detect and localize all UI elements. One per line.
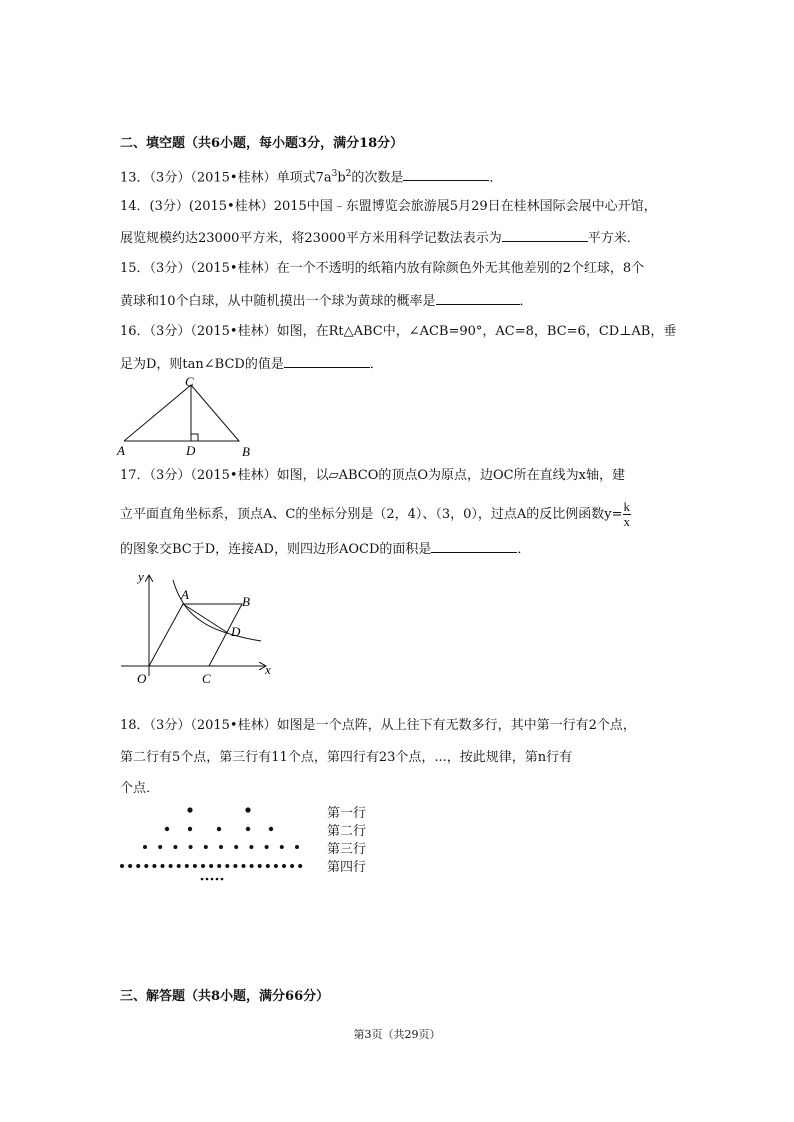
q16-line2-end: ． xyxy=(369,357,383,372)
lattice-dot-row-3 xyxy=(204,845,208,849)
label-c: C xyxy=(202,671,211,686)
lattice-dot-row-4 xyxy=(258,864,262,868)
fraction-k-over-x xyxy=(623,500,632,529)
triangle-abc xyxy=(124,385,239,441)
label-a: A xyxy=(181,587,189,602)
lattice-dot-row-4 xyxy=(266,864,270,868)
lattice-dot-row-2 xyxy=(246,827,250,831)
q16-line2-text: 足为D，则tan∠BCD的值是 xyxy=(120,357,284,372)
ellipsis-dot xyxy=(216,878,219,881)
lattice-dot-row-3 xyxy=(219,845,223,849)
lattice-dot-row-4 xyxy=(209,864,213,868)
label-o: O xyxy=(137,671,147,686)
q13-exp1: 3 xyxy=(331,169,338,179)
lattice-dot-row-4 xyxy=(144,864,148,868)
label-a: A xyxy=(117,443,125,458)
q17-line3-text: 的图象交BC于D，连接AD，则四边形AOCD的面积是 xyxy=(120,542,432,557)
lattice-dot-row-3 xyxy=(280,845,284,849)
lattice-dot-row-4 xyxy=(177,864,181,868)
q18-line2: 第二行有5个点，第三行有11个点，第四行有23个点，...，按此规律，第n行有 xyxy=(120,750,573,765)
lattice-dot-row-2 xyxy=(217,827,221,831)
lattice-dot-row-4 xyxy=(136,864,140,868)
label-d: D xyxy=(231,624,241,639)
lattice-dot-row-4 xyxy=(120,864,124,868)
lattice-dot-row-2 xyxy=(188,827,192,831)
lattice-dot-row-3 xyxy=(143,845,147,849)
q14-line1: 14．(3分）(2015•桂林）2015中国﹣东盟博览会旅游展5月29日在桂林国际会展中心开馆， xyxy=(120,199,657,214)
lattice-dot-row-4 xyxy=(274,864,278,868)
q17-line1: 17．（3分）（2015•桂林）如图，以▱ABCO的顶点O为原点，边OC所在直线为x轴，建 xyxy=(120,468,625,483)
answer-blank-14[interactable] xyxy=(502,227,588,242)
triangle-figure xyxy=(115,376,265,458)
q15-line2 xyxy=(120,290,533,312)
ellipsis-dot xyxy=(211,878,214,881)
lattice-dot-row-3 xyxy=(295,845,299,849)
q14-line2-end: 平方米． xyxy=(587,231,640,246)
lattice-dot-row-4 xyxy=(298,864,302,868)
fraction-numerator: k xyxy=(623,499,631,514)
lattice-dot-row-4 xyxy=(161,864,165,868)
section-title-answer: 三、解答题（共8小题，满分66分） xyxy=(120,989,330,1004)
ellipsis-dot xyxy=(221,878,224,881)
label-y: y xyxy=(138,569,144,584)
right-angle-mark xyxy=(191,434,198,441)
lattice-dot-row-4 xyxy=(169,864,173,868)
answer-blank-16[interactable] xyxy=(284,353,370,368)
answer-blank-15[interactable] xyxy=(436,290,520,305)
q17-line2-text: 立平面直角坐标系，顶点A、C的坐标分别是（2，4）、（3，0），过点A的反比例函数y= xyxy=(120,507,623,522)
answer-blank-13[interactable] xyxy=(403,166,489,181)
lattice-dot-row-3 xyxy=(249,845,253,849)
question-13 xyxy=(120,164,502,188)
ellipsis-dot xyxy=(206,878,209,881)
coordinate-figure xyxy=(115,566,280,690)
label-b: B xyxy=(242,594,250,609)
lattice-dot-row-4 xyxy=(282,864,286,868)
q18-line1: 18．（3分）（2015•桂林）如图是一个点阵，从上往下有无数多行，其中第一行有2个点， xyxy=(120,718,636,733)
lattice-dot-row-3 xyxy=(189,845,193,849)
segment-ad xyxy=(183,604,228,633)
lattice-dot-row-3 xyxy=(265,845,269,849)
q15-line1: 15．（3分）（2015•桂林）在一个不透明的纸箱内放有除颜色外无其他差别的2个红球，8个 xyxy=(120,261,645,276)
lattice-dot-row-3 xyxy=(158,845,162,849)
lattice-dot-row-4 xyxy=(128,864,132,868)
q15-line2-text: 黄球和10个白球，从中随机摸出一个球为黄球的概率是 xyxy=(120,294,436,309)
lattice-dot-row-3 xyxy=(234,845,238,849)
ellipsis-dot xyxy=(201,878,204,881)
lattice-dot-row-4 xyxy=(201,864,205,868)
answer-blank-17[interactable] xyxy=(431,538,517,553)
lattice-dot-row-1 xyxy=(245,807,250,812)
q13-exp2: 2 xyxy=(345,169,352,179)
lattice-dot-row-4 xyxy=(233,864,237,868)
lattice-dot-row-4 xyxy=(250,864,254,868)
label-c: C xyxy=(185,376,194,389)
q16-line1: 16．（3分）（2015•桂林）如图，在Rt△ABC中，∠ACB=90°，AC=8，BC=6，CD⊥AB，垂 xyxy=(120,324,677,339)
q13-mid: b xyxy=(337,170,346,186)
lattice-dot-row-2 xyxy=(165,827,169,831)
lattice-dot-row-4 xyxy=(290,864,294,868)
q17-line2 xyxy=(120,500,631,529)
q14-line2 xyxy=(120,227,640,249)
row-label-4: 第四行 xyxy=(327,860,367,875)
row-label-2: 第二行 xyxy=(327,824,367,839)
section-title-fill-in: 二、填空题（共6小题，每小题3分，满分18分） xyxy=(120,136,404,151)
lattice-dot-row-4 xyxy=(217,864,221,868)
row-label-3: 第三行 xyxy=(327,842,367,857)
q13-text: 13．（3分）（2015•桂林）单项式7a xyxy=(120,170,332,186)
q16-line2 xyxy=(120,353,383,375)
q15-line2-end: ． xyxy=(519,294,533,309)
q14-line2-text: 展览规模约达23000平方米，将23000平方米用科学记数法表示为 xyxy=(120,231,502,246)
label-b: B xyxy=(242,444,250,458)
lattice-dot-row-4 xyxy=(152,864,156,868)
lattice-dot-row-2 xyxy=(269,827,273,831)
lattice-dot-row-1 xyxy=(187,807,192,812)
q13-tail: 的次数是 xyxy=(351,170,404,186)
row-label-1: 第一行 xyxy=(327,806,367,821)
q18-line3: 个点． xyxy=(120,781,160,796)
lattice-dot-row-4 xyxy=(185,864,189,868)
lattice-dot-row-4 xyxy=(242,864,246,868)
q17-line3-end: ． xyxy=(517,542,531,557)
lattice-dot-row-4 xyxy=(225,864,229,868)
label-d: D xyxy=(186,443,196,458)
q17-line3 xyxy=(120,538,530,560)
lattice-dot-row-3 xyxy=(173,845,177,849)
label-x: x xyxy=(265,662,271,677)
lattice-dot-row-4 xyxy=(193,864,197,868)
fraction-denominator: x xyxy=(623,514,631,529)
parallelogram-abco xyxy=(149,604,242,666)
page-footer: 第3页（共29页） xyxy=(353,1028,441,1041)
dot-lattice xyxy=(115,802,325,884)
q13-end: ． xyxy=(489,170,503,186)
